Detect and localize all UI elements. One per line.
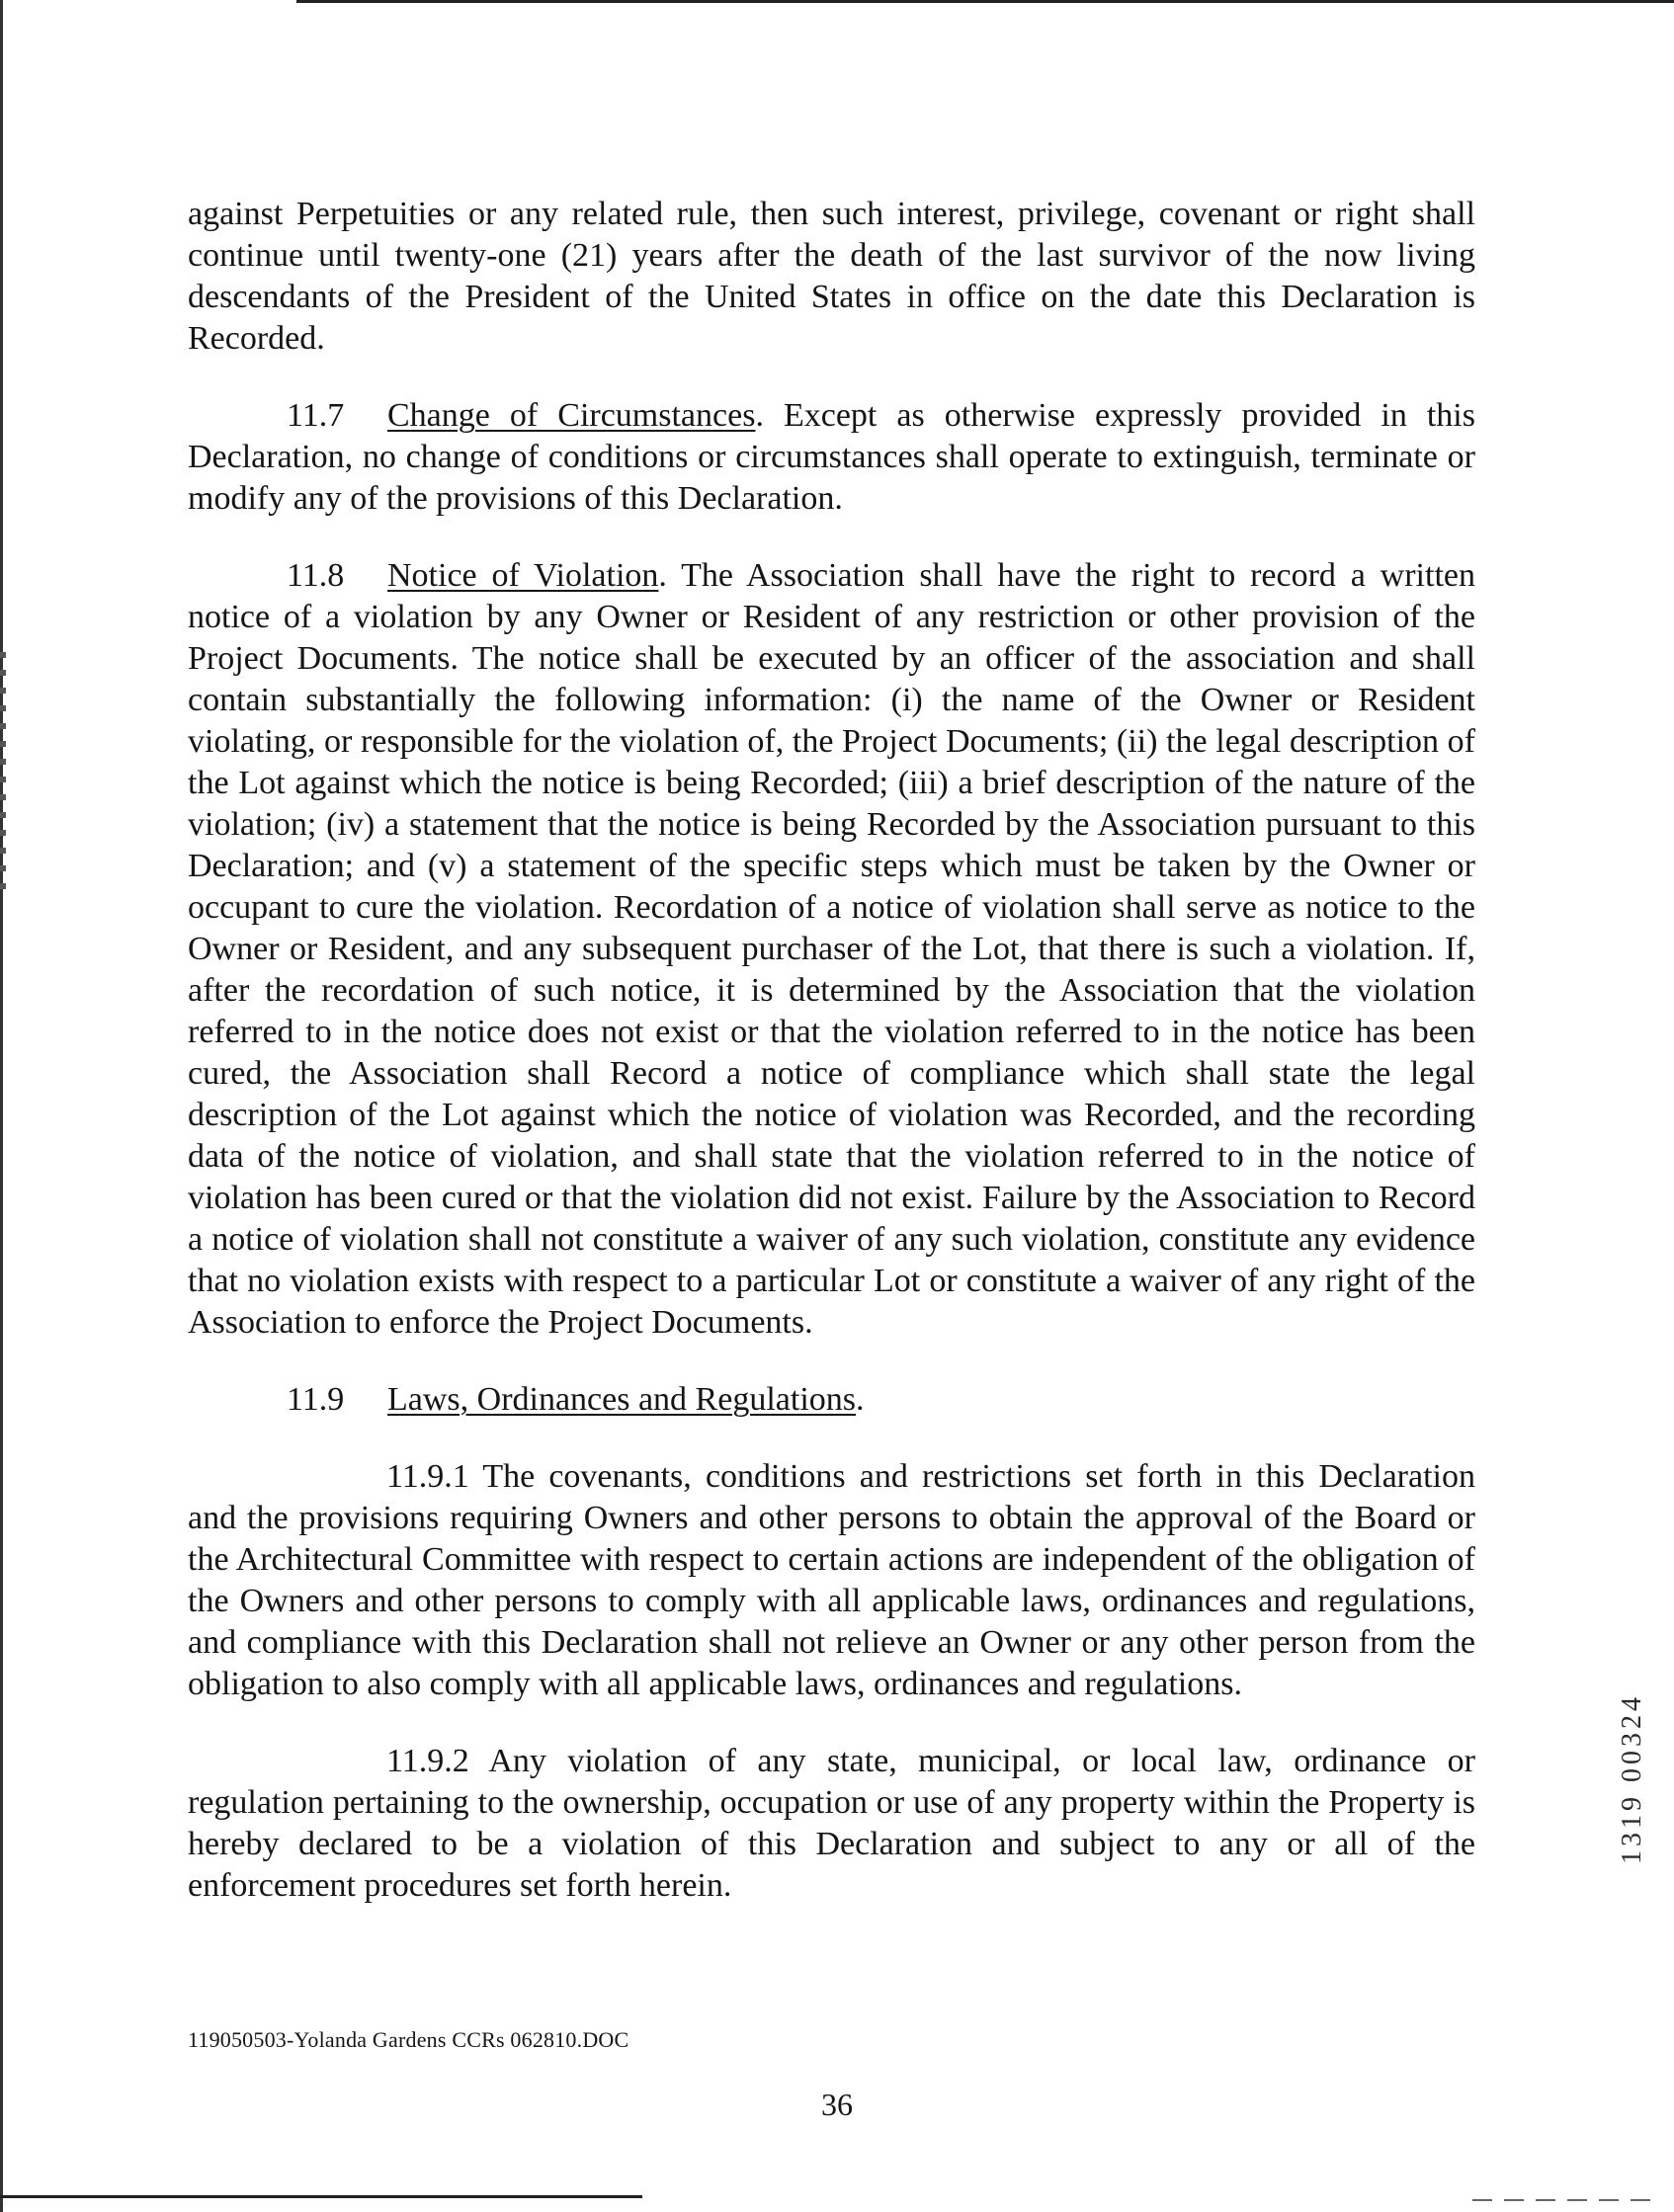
- section-title: Change of Circumstances: [387, 397, 756, 434]
- document-body: [188, 194, 1475, 1942]
- subsection-body: Any violation of any state, municipal, or local law, ordinance or regulation pertaining to the ownership, occupation or use of any property within the Property is hereby declared to be a violation of this Declaration and subject to any or all of the enforcement procedures set forth herein.: [188, 1743, 1476, 1904]
- section-11-9-1: [188, 1456, 1475, 1705]
- paragraph-continuation: against Perpetuities or any related rule, then such interest, privilege, covenant or right shall continue until twenty-one (21) years after the death of the last survivor of the now living descendants of the President of the United States in office on the date this Declaration is Recorded.: [188, 196, 1475, 357]
- page-number: 36: [821, 2087, 853, 2122]
- section-11-8: [188, 555, 1475, 1344]
- scan-edge-top: [296, 0, 1674, 3]
- section-11-9: [188, 1379, 1475, 1421]
- section-title: Notice of Violation: [387, 557, 659, 594]
- footer-file-reference: 119050503-Yolanda Gardens CCRs 062810.DOC: [188, 2027, 629, 2052]
- section-title-suffix: .: [856, 1381, 865, 1418]
- section-body: . The Association shall have the right to record a written notice of a violation by any Owner or Resident of any restriction or other provision of the Project Documents. The notice shall be executed by an officer of the association and shall contain substantially the following information: (i) the name of the Owner or Resident violating, or responsible for the violation of, the Project Documents; (ii) the legal description of the Lot against which the notice is being Recorded; (iii) a brief description of the nature of the violation; (iv) a statement that the notice is being Recorded by the Association pursuant to this Declaration; and (v) a statement of the specific steps which must be taken by the Owner or occupant to cure the violation. Recordation of a notice of violation shall serve as notice to the Owner or Resident, and any subsequent purchaser of the Lot, that there is such a violation. If, after the recordation of such notice, it is determined by the Association that the violation referred to in the notice does not exist or that the violation referred to in the notice has been cured, the Association shall Record a notice of compliance which shall state the legal description of the Lot against which the notice of violation was Recorded, and the recording data of the notice of violation, and shall state that the violation referred to in the notice of violation has been cured or that the violation did not exist. Failure by the Association to Record a notice of violation shall not constitute a waiver of any such violation, constitute any evidence that no violation exists with respect to a particular Lot or constitute a waiver of any right of the Association to enforce the Project Documents.: [188, 557, 1475, 1341]
- section-number: 11.9: [287, 1381, 345, 1418]
- subsection-number: 11.9.1: [386, 1458, 469, 1495]
- section-title: Laws, Ordinances and Regulations: [387, 1381, 856, 1418]
- section-number: 11.7: [287, 397, 345, 434]
- subsection-body: The covenants, conditions and restrictions set forth in this Declaration and the provisions requiring Owners and other persons to obtain the approval of the Board or the Architectural Committee with respect to certain actions are independent of the obligation of the Owners and other persons to comply with all applicable laws, ordinances and regulations, and compliance with this Declaration shall not relieve an Owner or any other person from the obligation to also comply with all applicable laws, ordinances and regulations.: [188, 1458, 1475, 1702]
- scan-edge-left: [0, 0, 3, 2212]
- section-11-9-2: [188, 1741, 1475, 1907]
- scan-edge-bottom-marks: [1472, 2199, 1660, 2201]
- section-number: 11.8: [287, 557, 345, 594]
- subsection-number: 11.9.2: [386, 1743, 469, 1779]
- scan-edge-marks: [0, 652, 6, 889]
- section-body: . Except as otherwise expressly provided in this Declaration, no change of conditions or circumstances shall operate to extinguish, terminate or modify any of the provisions of this Declaration.: [188, 397, 1475, 517]
- section-11-7: [188, 395, 1475, 520]
- scan-edge-bottom: [0, 2195, 642, 2198]
- recording-stamp: 1319 00324: [1617, 1693, 1647, 1864]
